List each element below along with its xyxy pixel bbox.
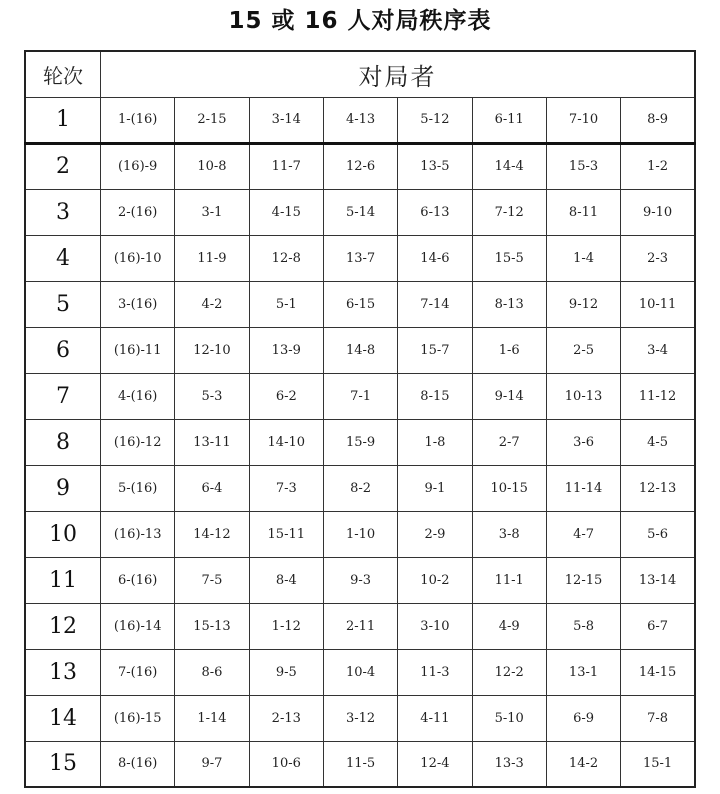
pairing-cell: 7-14 (398, 281, 472, 327)
pairing-cell: 3-14 (249, 97, 323, 143)
pairing-cell: 2-13 (249, 695, 323, 741)
pairing-cell: 11-1 (472, 557, 546, 603)
pairing-cell: 13-7 (323, 235, 397, 281)
pairing-cell: 15-11 (249, 511, 323, 557)
pairing-cell: 12-10 (175, 327, 249, 373)
pairing-cell: 12-4 (398, 741, 472, 787)
round-number: 1 (25, 97, 101, 143)
pairing-cell: (16)-14 (101, 603, 175, 649)
pairing-cell: 15-13 (175, 603, 249, 649)
pairing-cell: 13-14 (621, 557, 695, 603)
pairing-cell: 10-4 (323, 649, 397, 695)
pairing-cell: 8-15 (398, 373, 472, 419)
pairing-cell: 2-15 (175, 97, 249, 143)
pairing-cell: 7-5 (175, 557, 249, 603)
table-header-row (25, 51, 695, 97)
pairing-cell: 4-9 (472, 603, 546, 649)
table-row (25, 419, 695, 465)
pairing-cell: 15-9 (323, 419, 397, 465)
pairing-cell: 1-14 (175, 695, 249, 741)
round-number: 2 (25, 143, 101, 189)
page-title: 15 或 16 人对局秩序表 (228, 8, 492, 34)
pairing-cell: (16)-9 (101, 143, 175, 189)
pairing-cell: 15-1 (621, 741, 695, 787)
pairing-cell: 11-3 (398, 649, 472, 695)
pairing-cell: 8-(16) (101, 741, 175, 787)
pairing-cell: 4-2 (175, 281, 249, 327)
pairing-cell: 7-3 (249, 465, 323, 511)
pairing-cell: 12-13 (621, 465, 695, 511)
pairing-cell: 2-7 (472, 419, 546, 465)
table-row (25, 373, 695, 419)
pairing-cell: 3-12 (323, 695, 397, 741)
pairing-cell: 14-6 (398, 235, 472, 281)
table-body (25, 97, 695, 787)
pairing-cell: 5-14 (323, 189, 397, 235)
pairing-cell: 11-14 (546, 465, 620, 511)
pairing-cell: 6-2 (249, 373, 323, 419)
pairing-cell: 14-15 (621, 649, 695, 695)
pairing-cell: (16)-10 (101, 235, 175, 281)
pairing-cell: 7-12 (472, 189, 546, 235)
pairing-cell: 6-13 (398, 189, 472, 235)
pairing-cell: 8-9 (621, 97, 695, 143)
pairing-cell: 14-4 (472, 143, 546, 189)
pairing-cell: 10-8 (175, 143, 249, 189)
pairing-cell: 7-8 (621, 695, 695, 741)
pairing-cell: 9-12 (546, 281, 620, 327)
pairing-cell: 10-11 (621, 281, 695, 327)
header-round: 轮次 (25, 51, 101, 97)
pairing-cell: 4-13 (323, 97, 397, 143)
pairing-cell: 8-4 (249, 557, 323, 603)
round-number: 15 (25, 741, 101, 787)
round-number: 9 (25, 465, 101, 511)
pairing-cell: 2-3 (621, 235, 695, 281)
round-number: 8 (25, 419, 101, 465)
pairing-cell: 12-15 (546, 557, 620, 603)
pairing-cell: 14-10 (249, 419, 323, 465)
pairing-cell: (16)-15 (101, 695, 175, 741)
pairing-cell: 2-9 (398, 511, 472, 557)
table-row (25, 465, 695, 511)
pairing-cell: 5-10 (472, 695, 546, 741)
pairing-cell: 3-(16) (101, 281, 175, 327)
pairing-cell: 1-8 (398, 419, 472, 465)
table-row (25, 235, 695, 281)
round-number: 10 (25, 511, 101, 557)
table-row (25, 603, 695, 649)
pairing-cell: 4-5 (621, 419, 695, 465)
pairing-cell: 8-13 (472, 281, 546, 327)
pairing-cell: 6-4 (175, 465, 249, 511)
pairing-cell: 6-7 (621, 603, 695, 649)
header-pairs: 对局者 (101, 51, 696, 97)
pairing-cell: 13-11 (175, 419, 249, 465)
pairing-cell: 6-9 (546, 695, 620, 741)
pairing-cell: (16)-13 (101, 511, 175, 557)
pairing-cell: 11-7 (249, 143, 323, 189)
pairing-cell: 14-8 (323, 327, 397, 373)
pairing-cell: 5-1 (249, 281, 323, 327)
pairing-cell: 9-10 (621, 189, 695, 235)
table-row (25, 281, 695, 327)
pairing-cell: 7-(16) (101, 649, 175, 695)
pairing-cell: 2-(16) (101, 189, 175, 235)
table-row (25, 511, 695, 557)
pairing-cell: 15-7 (398, 327, 472, 373)
pairing-cell: 13-5 (398, 143, 472, 189)
round-number: 6 (25, 327, 101, 373)
pairing-cell: 13-3 (472, 741, 546, 787)
pairing-cell: 2-5 (546, 327, 620, 373)
pairing-cell: 3-8 (472, 511, 546, 557)
pairing-cell: 1-6 (472, 327, 546, 373)
pairing-cell: 14-2 (546, 741, 620, 787)
pairing-cell: 12-2 (472, 649, 546, 695)
pairing-cell: 10-13 (546, 373, 620, 419)
pairing-cell: 4-(16) (101, 373, 175, 419)
pairing-cell: 3-4 (621, 327, 695, 373)
pairing-cell: 10-2 (398, 557, 472, 603)
pairing-cell: 5-8 (546, 603, 620, 649)
schedule-table (24, 50, 696, 788)
pairing-cell: 14-12 (175, 511, 249, 557)
pairing-cell: 4-7 (546, 511, 620, 557)
pairing-cell: (16)-12 (101, 419, 175, 465)
table-row (25, 557, 695, 603)
pairing-cell: 7-1 (323, 373, 397, 419)
pairing-cell: 15-3 (546, 143, 620, 189)
round-number: 4 (25, 235, 101, 281)
pairing-cell: 1-4 (546, 235, 620, 281)
table-row (25, 649, 695, 695)
pairing-cell: 9-1 (398, 465, 472, 511)
round-number: 11 (25, 557, 101, 603)
round-number: 3 (25, 189, 101, 235)
pairing-cell: 12-8 (249, 235, 323, 281)
pairing-cell: 5-(16) (101, 465, 175, 511)
table-row (25, 741, 695, 787)
pairing-cell: 4-11 (398, 695, 472, 741)
pairing-cell: 11-5 (323, 741, 397, 787)
pairing-cell: 13-9 (249, 327, 323, 373)
pairing-cell: 1-12 (249, 603, 323, 649)
pairing-cell: 1-10 (323, 511, 397, 557)
pairing-cell: 9-5 (249, 649, 323, 695)
round-number: 14 (25, 695, 101, 741)
pairing-cell: 3-10 (398, 603, 472, 649)
pairing-cell: 3-1 (175, 189, 249, 235)
pairing-cell: 5-6 (621, 511, 695, 557)
pairing-cell: 7-10 (546, 97, 620, 143)
table-row (25, 189, 695, 235)
pairing-cell: 8-6 (175, 649, 249, 695)
table-row (25, 327, 695, 373)
pairing-cell: 12-6 (323, 143, 397, 189)
pairing-cell: 9-14 (472, 373, 546, 419)
pairing-cell: 13-1 (546, 649, 620, 695)
round-number: 5 (25, 281, 101, 327)
pairing-cell: 11-12 (621, 373, 695, 419)
pairing-cell: 2-11 (323, 603, 397, 649)
pairing-cell: 8-2 (323, 465, 397, 511)
pairing-cell: 1-(16) (101, 97, 175, 143)
pairing-cell: 15-5 (472, 235, 546, 281)
pairing-cell: 6-15 (323, 281, 397, 327)
pairing-cell: 3-6 (546, 419, 620, 465)
pairing-cell: 5-3 (175, 373, 249, 419)
pairing-cell: 8-11 (546, 189, 620, 235)
round-number: 7 (25, 373, 101, 419)
pairing-cell: 9-7 (175, 741, 249, 787)
pairing-cell: 10-15 (472, 465, 546, 511)
round-number: 12 (25, 603, 101, 649)
pairing-cell: 6-(16) (101, 557, 175, 603)
pairing-cell: 9-3 (323, 557, 397, 603)
pairing-cell: 6-11 (472, 97, 546, 143)
pairing-cell: 11-9 (175, 235, 249, 281)
table-row (25, 97, 695, 143)
pairing-cell: 4-15 (249, 189, 323, 235)
pairing-cell: (16)-11 (101, 327, 175, 373)
table-row (25, 143, 695, 189)
pairing-cell: 1-2 (621, 143, 695, 189)
pairing-cell: 10-6 (249, 741, 323, 787)
pairing-cell: 5-12 (398, 97, 472, 143)
round-number: 13 (25, 649, 101, 695)
table-row (25, 695, 695, 741)
